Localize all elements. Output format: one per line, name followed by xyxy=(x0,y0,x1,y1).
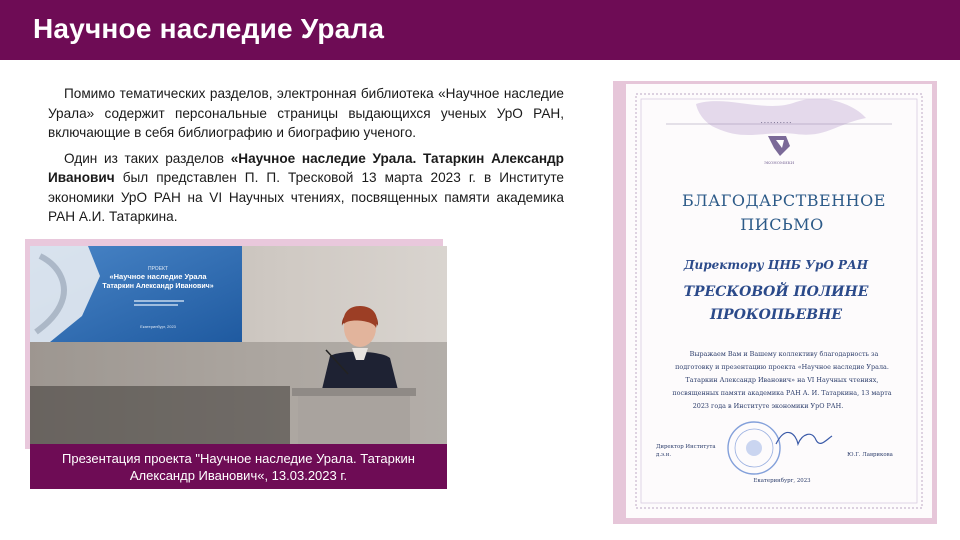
paragraph-event-bold: «Научное наследие Урала. Татаркин Александр Иванович xyxy=(48,150,564,185)
signer-role-1: Директор Института xyxy=(656,444,716,450)
screen-title-small: ПРОЕКТ xyxy=(147,266,169,272)
caption-line-1: Презентация проекта "Научное наследие Урала. Татаркин xyxy=(62,451,415,466)
signature-icon xyxy=(776,432,832,444)
paragraph-event-suffix: был представлен П. П. Тресковой 13 марта 2023 г. в Институте экономики УрО РАН на VI Научных чтениях, посвященных памяти академика РАН А.И. Татаркина. xyxy=(48,170,564,224)
svg-text:• • • • • • • • • •: • • • • • • • • • • xyxy=(760,121,792,125)
paragraph-event xyxy=(48,149,564,227)
certificate-body-4: посвященных памяти академика РАН А. И. Татаркина, 13 марта xyxy=(672,389,892,397)
recipient-name-2: ПРОКОПЬЕВНЕ xyxy=(709,307,843,323)
paragraph-event-prefix: Один из таких разделов xyxy=(64,150,231,166)
certificate-body-3: Татаркин Александр Иванович» на VI Научных чтениях, xyxy=(685,376,879,384)
podium xyxy=(298,394,410,444)
screen-title-line1: «Научное наследие Урала xyxy=(109,272,207,281)
caption-line-2: Александр Иванович«, 13.03.2023 г. xyxy=(129,468,348,483)
certificate-body-2: подготовку и презентацию проекта «Научное наследие Урала. xyxy=(675,363,889,371)
recipient-name-1: ТРЕСКОВОЙ ПОЛИНЕ xyxy=(683,284,869,300)
stamp-icon xyxy=(728,422,780,474)
screen-footer: Екатеринбург, 2023 xyxy=(140,324,176,329)
recipient-role: Директору ЦНБ УрО РАН xyxy=(683,258,869,272)
signer-role-2: д.э.н. xyxy=(656,452,672,458)
photo-caption xyxy=(30,444,447,489)
place-date: Екатеринбург, 2023 xyxy=(753,478,811,484)
presentation-photo xyxy=(30,246,447,444)
page-title: Научное наследие Урала xyxy=(33,13,385,44)
paragraph-intro: Помимо тематических разделов, электронная библиотека «Научное наследие Урала» содержит персональные страницы выдающихся ученых УрО РАН, включающие в себя библиографию и биографию ученого. xyxy=(48,86,564,140)
certificate-title-1: БЛАГОДАРСТВЕННОЕ xyxy=(682,191,886,210)
header-ornament xyxy=(696,99,866,135)
body-text xyxy=(48,84,564,233)
institute-logo-label: ЭКОНОМИКИ xyxy=(763,160,795,165)
certificate-title-2: ПИСЬМО xyxy=(740,215,824,234)
certificate-body-5: 2023 года в Институте экономики УрО РАН. xyxy=(692,402,844,410)
certificate-scan xyxy=(626,84,932,518)
certificate-body-1: Выражаем Вам и Вашему коллективу благодарность за xyxy=(689,350,879,358)
presentation-scene xyxy=(30,246,447,444)
screen-title-line2: Татаркин Александр Иванович» xyxy=(102,283,214,290)
certificate xyxy=(626,84,932,518)
institute-logo-icon xyxy=(768,136,790,156)
signer-name: Ю.Г. Лаврикова xyxy=(847,452,893,458)
